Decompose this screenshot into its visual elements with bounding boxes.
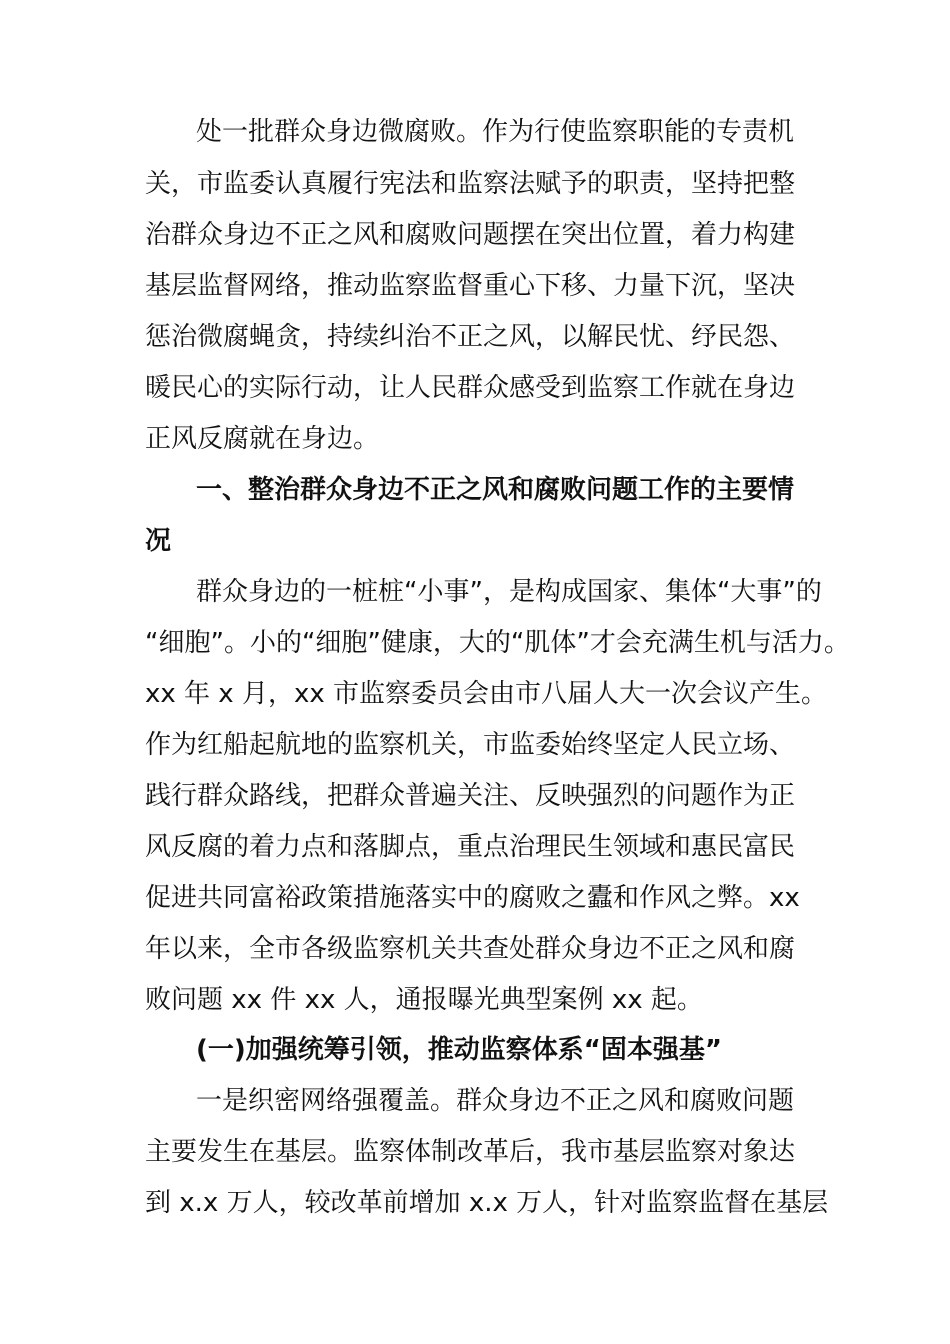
- paragraph-line: 一是织密网络强覆盖。群众身边不正之风和腐败问题: [196, 1086, 795, 1116]
- paragraph-line: 践行群众路线，把群众普遍关注、反映强烈的问题作为正: [145, 781, 796, 811]
- paragraph-line: 主要发生在基层。监察体制改革后，我市基层监察对象达: [145, 1137, 796, 1167]
- paragraph-line: 关，市监委认真履行宪法和监察法赋予的职责，坚持把整: [145, 169, 796, 199]
- paragraph-line: 处一批群众身边微腐败。作为行使监察职能的专责机: [196, 117, 795, 147]
- paragraph-line: 促进共同富裕政策措施落实中的腐败之蠹和作风之弊。xx: [145, 883, 800, 913]
- paragraph-line: 风反腐的着力点和落脚点，重点治理民生领域和惠民富民: [145, 832, 796, 862]
- paragraph-line: 暖民心的实际行动，让人民群众感受到监察工作就在身边: [145, 373, 796, 403]
- paragraph-line: 年以来，全市各级监察机关共查处群众身边不正之风和腐: [145, 934, 796, 964]
- paragraph-line: xx 年 x 月，xx 市监察委员会由市八届人大一次会议产生。: [145, 679, 827, 709]
- section-heading-continued: 况: [145, 526, 172, 556]
- subsection-heading: (一)加强统筹引领，推动监察体系“固本强基”: [196, 1035, 722, 1065]
- paragraph-line: “细胞”。小的“细胞”健康，大的“肌体”才会充满生机与活力。: [145, 628, 850, 658]
- paragraph-line: 正风反腐就在身边。: [145, 424, 380, 454]
- paragraph-line: 到 x.x 万人，较改革前增加 x.x 万人，针对监察监督在基层: [145, 1188, 829, 1218]
- paragraph-line: 基层监督网络，推动监察监督重心下移、力量下沉，坚决: [145, 271, 796, 301]
- paragraph-line: 败问题 xx 件 xx 人，通报曝光典型案例 xx 起。: [145, 985, 703, 1015]
- section-heading: 一、整治群众身边不正之风和腐败问题工作的主要情: [196, 475, 795, 505]
- paragraph-line: 治群众身边不正之风和腐败问题摆在突出位置，着力构建: [145, 220, 796, 250]
- paragraph-line: 惩治微腐蝇贪，持续纠治不正之风，以解民忧、纾民怨、: [145, 322, 796, 352]
- paragraph-line: 作为红船起航地的监察机关，市监委始终坚定人民立场、: [145, 730, 796, 760]
- paragraph-line: 群众身边的一桩桩“小事”，是构成国家、集体“大事”的: [196, 577, 822, 607]
